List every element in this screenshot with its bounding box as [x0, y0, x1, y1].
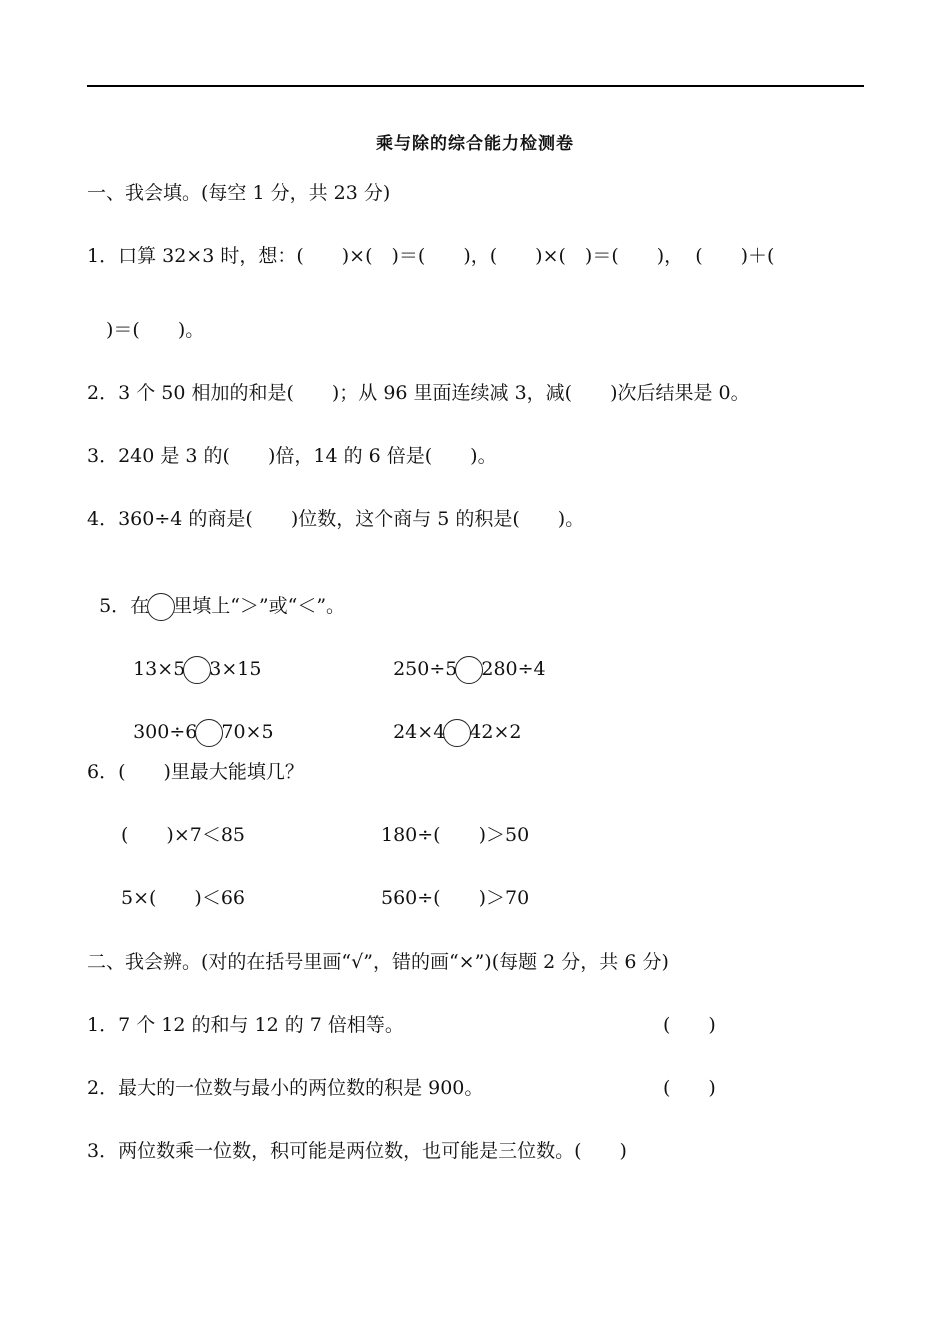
compare-circle[interactable] — [195, 719, 223, 747]
compare-left: 13×5 — [133, 658, 186, 680]
question-6: 6．( )里最大能填几？ — [87, 761, 304, 783]
compare-left: 24×4 — [393, 721, 446, 743]
compare-right: 3×15 — [209, 658, 262, 680]
compare-item — [121, 695, 274, 747]
compare-circle[interactable] — [183, 656, 211, 684]
page-title: 乘与除的综合能力检测卷 — [376, 134, 574, 154]
compare-circle[interactable] — [455, 656, 483, 684]
compare-right: 70×5 — [221, 721, 274, 743]
question-2: 2．3 个 50 相加的和是( )；从 96 里面连续减 3，减( )次后结果是 0。 — [87, 382, 750, 404]
compare-circle — [147, 593, 175, 621]
top-rule — [87, 85, 864, 87]
fill-item: 560÷( )＞70 — [381, 887, 530, 909]
compare-left: 300÷6 — [133, 721, 198, 743]
question-5 — [87, 569, 345, 621]
compare-left: 250÷5 — [393, 658, 458, 680]
question-4: 4．360÷4 的商是( )位数，这个商与 5 的积是( )。 — [87, 508, 585, 530]
compare-right: 42×2 — [469, 721, 522, 743]
compare-item — [381, 632, 546, 684]
fill-item: 180÷( )＞50 — [381, 824, 530, 846]
section2-heading: 二、我会辨。(对的在括号里画“√”，错的画“×”)(每题 2 分，共 6 分) — [87, 951, 669, 973]
compare-item — [121, 632, 261, 684]
fill-item: 5×( )＜66 — [121, 887, 246, 909]
question-5-suffix: 里填上“＞”或“＜”。 — [173, 595, 346, 617]
question-1-line-1: 1．口算 32×3 时，想：( )×( )＝( )，( )×( )＝( )， ( )＋( — [87, 245, 775, 267]
compare-right: 280÷4 — [481, 658, 546, 680]
section1-heading: 一、我会填。(每空 1 分，共 23 分) — [87, 182, 391, 204]
answer-paren: ( ) — [663, 1014, 716, 1036]
question-1-line-2: )＝( )。 — [87, 319, 205, 341]
question-3: 3．240 是 3 的( )倍，14 的 6 倍是( )。 — [87, 445, 497, 467]
fill-item: ( )×7＜85 — [121, 824, 246, 846]
answer-paren: ( ) — [663, 1077, 716, 1099]
judge-item-1: 1．7 个 12 的和与 12 的 7 倍相等。 — [87, 1014, 404, 1036]
question-5-prefix: 5．在 — [99, 595, 150, 617]
compare-item — [381, 695, 521, 747]
judge-item-2: 2．最大的一位数与最小的两位数的积是 900。 — [87, 1077, 484, 1099]
judge-item-3: 3．两位数乘一位数，积可能是两位数，也可能是三位数。( ) — [87, 1140, 627, 1162]
compare-circle[interactable] — [443, 719, 471, 747]
